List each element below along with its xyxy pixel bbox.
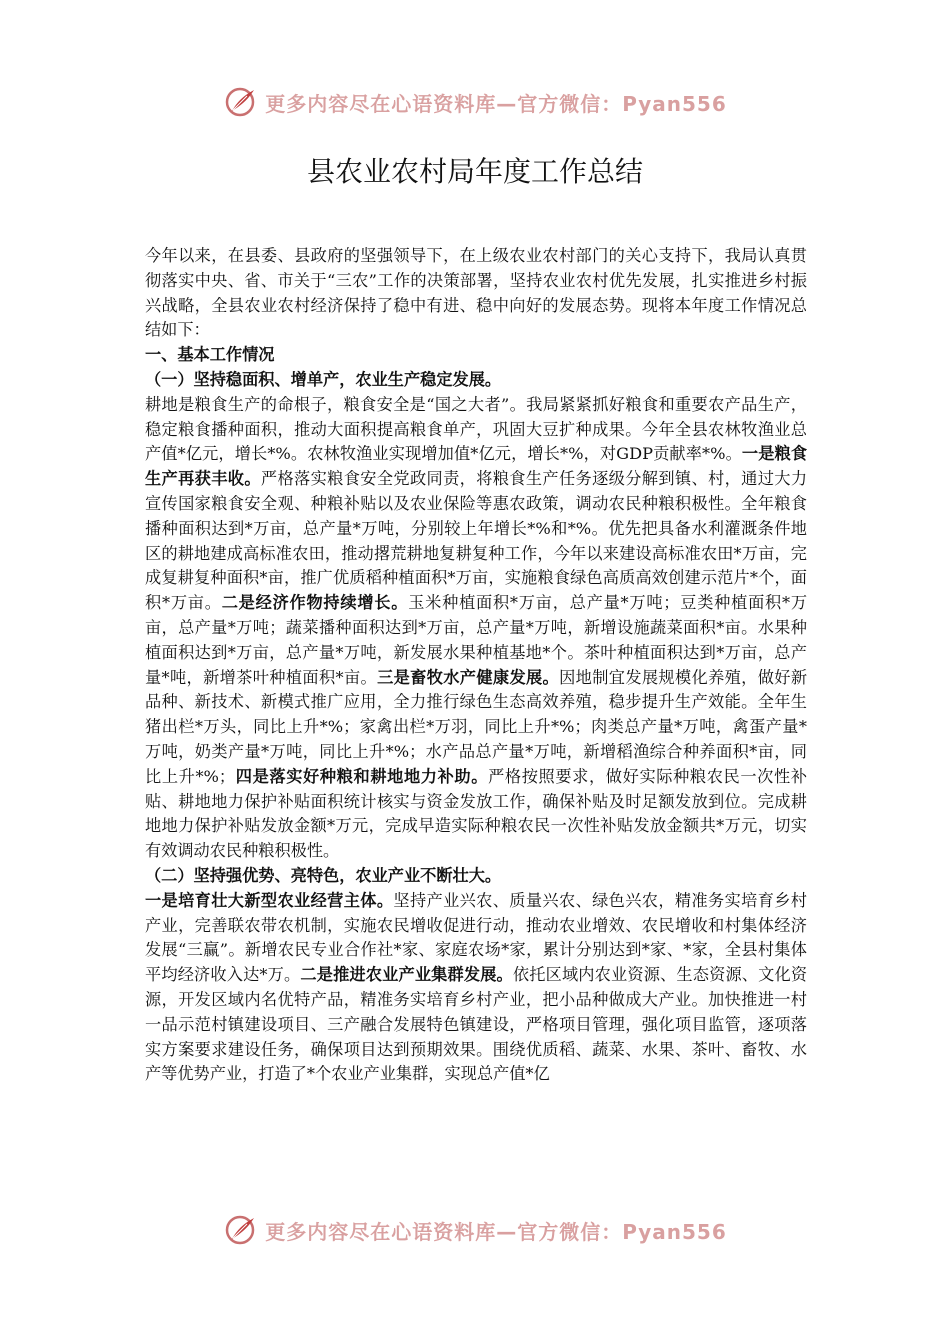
paragraph-text: 玉米种植面积*万亩，总产量*万吨；豆类种植面积*万亩，总产量*万吨；蔬菜播种面积达到*万亩，总产量*万吨，新增设施蔬菜面积*亩。水果种植面积达到*万亩，总产量*万吨，新发展水果种植基地*个。茶叶种植面积达到*万亩，总产量*吨，新增茶叶种植面积*亩。 <box>145 593 808 687</box>
paragraph-text: 严格落实粮食安全党政同责，将粮食生产任务逐级分解到镇、村，通过大力宣传国家粮食安全观、种粮补贴以及农业保险等惠农政策，调动农民种粮积极性。全年粮食播种面积达到*万亩，总产量*万吨，分别较上年增长*%和*%。优先把具备水利灌溉条件地区的耕地建成高标准农田，推动撂荒耕地复耕复种工作，今年以来建设高标准农田*万亩，完成复耕复种面积*亩，推广优质稻种植面积*万亩，实施粮食绿色高质高效创建示范片*个，面积*万亩。 <box>145 469 808 613</box>
bold-point-5: 一是培育壮大新型农业经营主体。 <box>145 890 394 910</box>
header-watermark-banner <box>0 82 950 122</box>
bold-point-1: 一是粮食生产再获丰收。 <box>145 444 808 489</box>
subsection-heading-1: （一）坚持稳面积、增单产，农业生产稳定发展。 <box>145 369 502 389</box>
paragraph-text: 因地制宜发展规模化养殖，做好新品种、新技术、新模式推广应用，全力推行绿色生态高效养殖，稳步提升生产效能。全年生猪出栏*万头，同比上升*%；家禽出栏*万羽，同比上升*%；肉类总产量*万吨，禽蛋产量*万吨，奶类产量*万吨，同比上升*%；水产品总产量*万吨，新增稻渔综合种养面积*亩，同比上升*%； <box>145 667 808 786</box>
document-title: 县农业农村局年度工作总结 <box>306 155 643 188</box>
paragraph-production <box>145 393 807 864</box>
paragraph-text: 依托区域内农业资源、生态资源、文化资源，开发区域内名优特产品，精准务实培育乡村产业，把小品种做成大产业。加快推进一村一品示范村镇建设项目、三产融合发展特色镇建设，严格项目管理，强化项目监管，逐项落实方案要求建设任务，确保项目达到预期效果。围绕优质稻、蔬菜、水果、茶叶、畜牧、水产等优势产业，打造了*个农业产业集群，实现总产值*亿 <box>145 965 808 1084</box>
bold-point-6: 二是推进农业产业集群发展。 <box>300 965 513 985</box>
watermark-text: 更多内容尽在心语资料库—官方微信：Pyan556 <box>265 91 727 116</box>
watermark-text: 更多内容尽在心语资料库—官方微信：Pyan556 <box>265 1219 727 1244</box>
subsection-heading-2: （二）坚持强优势、亮特色，农业产业不断壮大。 <box>145 865 502 885</box>
paragraph-industry <box>145 889 807 1087</box>
document-body <box>145 244 807 1087</box>
feather-logo-icon <box>223 84 259 120</box>
paragraph-text: 严格按照要求，做好实际种粮农民一次性补贴、耕地地力保护补贴面积统计核实与资金发放工作，确保补贴及时足额发放到位。完成耕地地力保护补贴发放金额*万元，完成早造实际种粮农民一次性补贴发放金额共*万元，切实有效调动农民种粮积极性。 <box>145 766 808 861</box>
bold-point-3: 三是畜牧水产健康发展。 <box>377 667 560 687</box>
bold-point-4: 四是落实好种粮和耕地地力补助。 <box>235 766 489 786</box>
section-heading-1: 一、基本工作情况 <box>145 345 275 365</box>
bold-point-2: 二是经济作物持续增长。 <box>221 593 409 613</box>
paragraph-text: 坚持产业兴农、质量兴农、绿色兴农，精准务实培育乡村产业，完善联农带农机制，实施农民增收促进行动，推动农业增效、农民增收和村集体经济发展“三赢”。新增农民专业合作社*家、家庭农场*家，累计分别达到*家、*家，全县村集体平均经济收入达*万。 <box>145 890 807 985</box>
footer-watermark-banner <box>0 1210 950 1250</box>
feather-logo-icon <box>223 1212 259 1248</box>
intro-paragraph: 今年以来，在县委、县政府的坚强领导下，在上级农业农村部门的关心支持下，我局认真贯彻落实中央、省、市关于“三农”工作的决策部署，坚持农业农村优先发展，扎实推进乡村振兴战略，全县农业农村经济保持了稳中有进、稳中向好的发展态势。现将本年度工作情况总结如下： <box>145 246 807 340</box>
paragraph-text: 耕地是粮食生产的命根子，粮食安全是“国之大者”。我局紧紧抓好粮食和重要农产品生产，稳定粮食播种面积，推动大面积提高粮食单产，巩固大豆扩种成果。今年全县农林牧渔业总产值*亿元，增长*%。农林牧渔业实现增加值*亿元，增长*%，对GDP贡献率*%。 <box>145 394 807 464</box>
